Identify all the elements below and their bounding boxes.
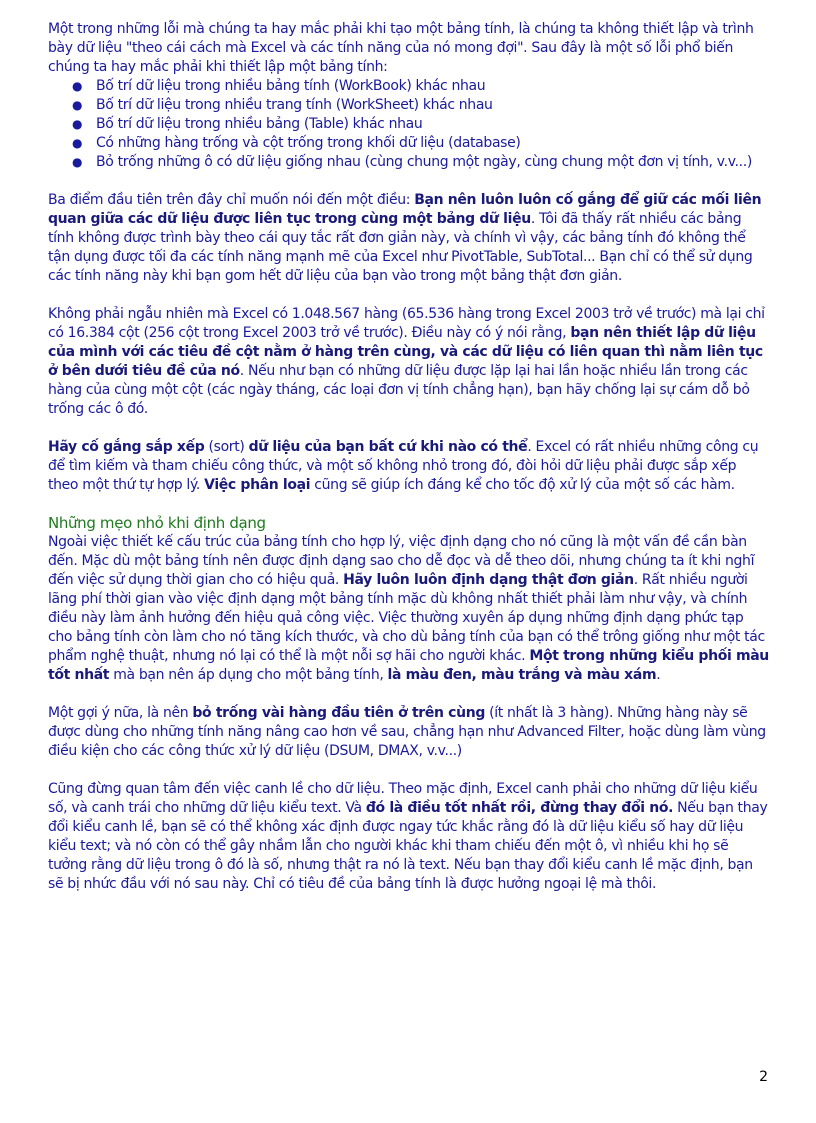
emphasis-text: Bạn nên luôn luôn cố gắng để giữ các mối liên quan giữa các dữ liệu được liên tục trong cùng một bảng dữ liệu — [48, 192, 762, 227]
spacer — [48, 495, 770, 514]
list-item: ● Bỏ trống những ô có dữ liệu giống nhau (cùng chung một ngày, cùng chung một đơn vị tính, v.v...) — [72, 154, 752, 170]
paragraph-formatting: Ngoài việc thiết kế cấu trúc của bảng tính cho hợp lý, việc định dạng cho nó cũng là một vấn đề cần bàn đến. Mặc dù một bảng tính nên được định dạng sao cho dễ đọc và dễ theo dõi, nhưng chúng ta ít khi nghĩ đến việc sử dụng thời gian cho có hiệu quả. Hãy luôn luôn định dạng thật đơn giản. Rất nhiều người lãng phí thời gian vào việc định dạng một bảng tính mặc dù không nhất thiết phải làm như vậy, và chính điều này làm ảnh hưởng đến hiệu quả công việc. Việc thường xuyên áp dụng những định dạng phức tạp cho bảng tính còn làm cho nó tăng kích thước, và cho dù bảng tính của bạn có thể trông giống như một tác phẩm nghệ thuật, nhưng nó lại có thể là một nỗi sợ hãi cho người khác. Một trong những kiểu phối màu tốt nhất mà bạn nên áp dụng cho một bảng tính, là màu đen, màu trắng và màu xám. — [48, 534, 769, 683]
emphasis-text: dữ liệu của bạn bất cứ khi nào có thể — [248, 439, 528, 455]
bullet-icon: ● — [72, 98, 83, 112]
spacer — [48, 761, 770, 780]
paragraph-single-table: Ba điểm đầu tiên trên đây chỉ muốn nói đến một điều: Bạn nên luôn luôn cố gắng để giữ các mối liên quan giữa các dữ liệu được liên tục trong cùng một bảng dữ liệu. Tôi đã thấy rất nhiều các bảng tính không được trình bày theo cái quy tắc rất đơn giản này, và chính vì vậy, các bảng tính đó không thể tận dụng được tối đa các tính năng mạnh mẽ của Excel như PivotTable, SubTotal... Bạn chỉ có thể sử dụng các tính năng này khi bạn gom hết dữ liệu của bạn vào trong một bảng thật đơn giản. — [48, 192, 762, 284]
list-item: ● Bố trí dữ liệu trong nhiều bảng (Table) khác nhau — [72, 116, 423, 132]
intro-paragraph: Một trong những lỗi mà chúng ta hay mắc phải khi tạo một bảng tính, là chúng ta không thiết lập và trình bày dữ liệu "theo cái cách mà Excel và các tính năng của nó mong đợi". Sau đây là một số lỗi phổ biến chúng ta hay mắc phải khi thiết lập một bảng tính: — [48, 21, 754, 75]
paragraph-alignment: Cũng đừng quan tâm đến việc canh lề cho dữ liệu. Theo mặc định, Excel canh phải cho những dữ liệu kiểu số, và canh trái cho những dữ liệu kiểu text. Và đó là điều tốt nhất rồi, đừng thay đổi nó. Nếu bạn thay đổi kiểu canh lề, bạn sẽ có thể không xác định được ngay tức khắc rằng đó là dữ liệu kiểu số hay dữ liệu kiểu text; và nó còn có thể gây nhầm lẫn cho người khác khi tham chiếu đến một ô, vì nhiều khi họ sẽ tưởng rằng dữ liệu trong ô đó là số, nhưng thật ra nó là text. Nếu bạn thay đổi kiểu canh lề mặc định, bạn sẽ bị nhức đầu với nó sau này. Chỉ có tiêu đề của bảng tính là được hưởng ngoại lệ mà thôi. — [48, 781, 768, 892]
list-item: ● Bố trí dữ liệu trong nhiều bảng tính (WorkBook) khác nhau — [72, 78, 486, 94]
bullet-icon: ● — [72, 79, 83, 93]
bullet-icon: ● — [72, 136, 83, 150]
page-number: 2 — [759, 1069, 768, 1085]
emphasis-text: đó là điều tốt nhất rồi, đừng thay đổi nó. — [365, 800, 674, 816]
emphasis-text: bỏ trống vài hàng đầu tiên ở trên cùng — [192, 705, 486, 721]
emphasis-text: Hãy luôn luôn định dạng thật đơn giản — [343, 572, 634, 588]
emphasis-text: Một trong những kiểu phối màu tốt nhất — [48, 648, 769, 683]
bullet-icon: ● — [72, 117, 83, 131]
document-body — [48, 20, 770, 894]
error-list — [48, 77, 770, 172]
spacer — [48, 172, 770, 191]
bullet-icon: ● — [72, 155, 83, 169]
paragraph-empty-rows: Một gợi ý nữa, là nên bỏ trống vài hàng đầu tiên ở trên cùng (ít nhất là 3 hàng). Những hàng này sẽ được dùng cho những tính năng nâng cao hơn về sau, chẳng hạn như Advanced Filter, hoặc dùng làm vùng điều kiện cho các công thức xử lý dữ liệu (DSUM, DMAX, v.v...) — [48, 705, 766, 759]
paragraph-sorting: Hãy cố gắng sắp xếp (sort) dữ liệu của bạn bất cứ khi nào có thể. Excel có rất nhiều những công cụ để tìm kiếm và tham chiếu công thức, và một số không nhỏ trong đó, đòi hỏi dữ liệu phải được sắp xếp theo một thứ tự hợp lý. Việc phân loại cũng sẽ giúp ích đáng kể cho tốc độ xử lý của một số các hàm. — [48, 439, 759, 493]
spacer — [48, 286, 770, 305]
list-item: ● Có những hàng trống và cột trống trong khối dữ liệu (database) — [72, 135, 521, 151]
spacer — [48, 419, 770, 438]
emphasis-text: Việc phân loại — [204, 477, 311, 493]
emphasis-text: là màu đen, màu trắng và màu xám — [387, 667, 657, 683]
list-item: ● Bố trí dữ liệu trong nhiều trang tính (WorkSheet) khác nhau — [72, 97, 493, 113]
paragraph-rows-columns: Không phải ngẫu nhiên mà Excel có 1.048.567 hàng (65.536 hàng trong Excel 2003 trở về trước) mà lại chỉ có 16.384 cột (256 cột trong Excel 2003 trở về trước). Điều này có ý nói rằng, bạn nên thiết lập dữ liệu của mình với các tiêu đề cột nằm ở hàng trên cùng, và các dữ liệu có liên quan thì nằm liên tục ở bên dưới tiêu đề của nó. Nếu như bạn có những dữ liệu được lặp lại hai lần hoặc nhiều lần trong các hàng của cùng một cột (các ngày tháng, các loại đơn vị tính chẳng hạn), bạn hãy chống lại sự cám dỗ bỏ trống các ô đó. — [48, 306, 765, 417]
section-heading: Những mẹo nhỏ khi định dạng — [48, 514, 266, 532]
emphasis-text: bạn nên thiết lập dữ liệu của mình với các tiêu đề cột nằm ở hàng trên cùng, và các dữ liệu có liên quan thì nằm liên tục ở bên dưới tiêu đề của nó — [48, 325, 763, 379]
spacer — [48, 685, 770, 704]
emphasis-text: Hãy cố gắng sắp xếp — [48, 439, 205, 455]
